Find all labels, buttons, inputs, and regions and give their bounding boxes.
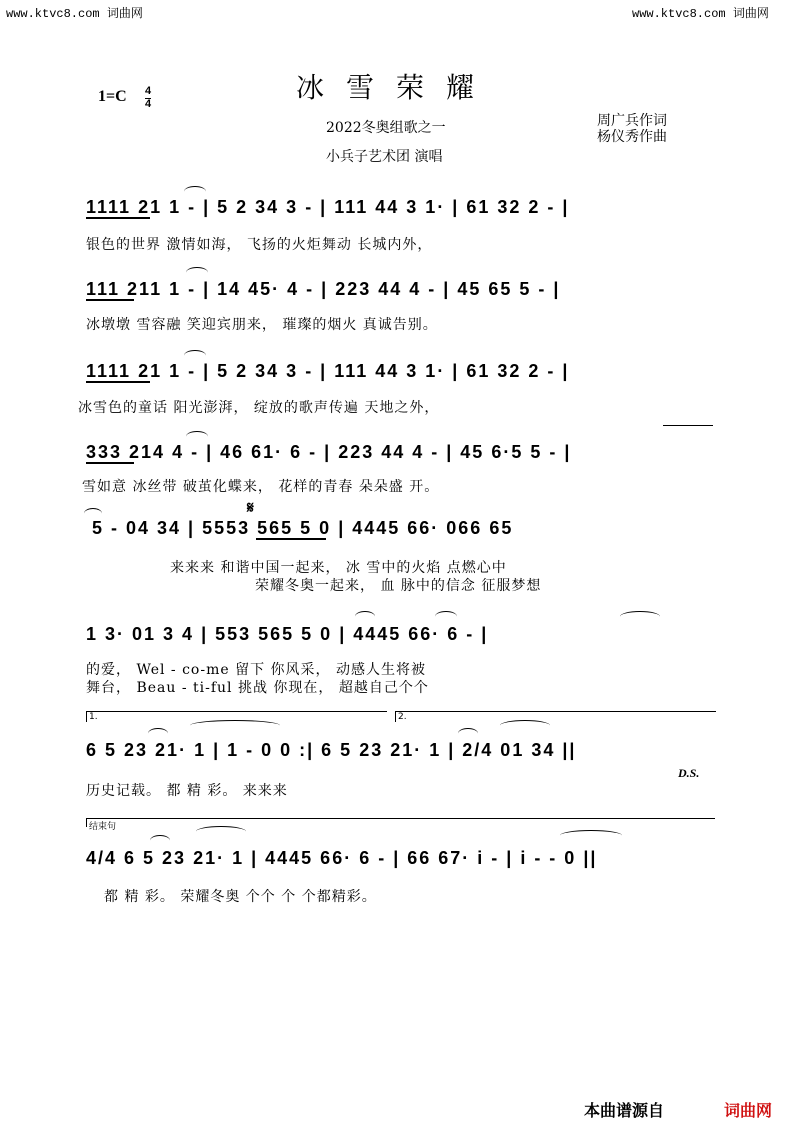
beam [256, 538, 326, 540]
time-signature [145, 86, 151, 110]
lyrics-row-1: 银色的世界 激情如海， 飞扬的火炬舞动 长城内外， [86, 237, 433, 253]
notation-row-4: 333 214 4 - | 46 61· 6 - | 223 44 4 - | 45 6·5 5 - | [86, 442, 572, 462]
notation-row-3: 1111 21 1 - | 5 2 34 3 - | 111 44 3 1· | 61 32 2 - | [86, 361, 570, 381]
segno-sign: 𝄋 [247, 498, 254, 517]
tie-arc [620, 611, 660, 622]
tie-arc [355, 611, 375, 622]
tie-arc [186, 431, 208, 442]
beam [86, 462, 134, 464]
lyrics-row-7: 历史记载。 都 精 彩。 来来来 [86, 783, 288, 799]
beam [86, 299, 134, 301]
song-title: 冰雪荣耀 [296, 71, 497, 104]
footer-site-logo[interactable]: 词曲网 [724, 1101, 773, 1120]
lyrics-row-6: 的爱， Wel - co-me 留下 你风采， 动感人生将被 [86, 662, 427, 678]
tie-line [663, 425, 713, 426]
beam [86, 381, 150, 383]
notation-row-8: 4/4 6 5 23 21· 1 | 4445 66· 6 - | 66 67· i - | i - - 0 || [86, 848, 598, 868]
lyrics-row-5b: 荣耀冬奥一起来， 血 脉中的信念 征服梦想 [255, 578, 542, 594]
tie-arc [184, 350, 206, 361]
site-url-left[interactable]: www.ktvc8.com 词曲网 [6, 7, 143, 21]
subtitle: 2022冬奥组歌之一 [326, 120, 446, 136]
tie-arc [148, 728, 168, 739]
lyrics-row-5: 来来来 和谐中国一起来， 冰 雪中的火焰 点燃心中 [170, 560, 507, 576]
lyrics-row-6b: 舞台， Beau - ti-ful 挑战 你现在， 超越自己个个 [86, 680, 429, 696]
lyricist: 周广兵作词 [597, 113, 667, 129]
time-denominator: 4 [145, 98, 152, 110]
notation-row-5: 5 - 04 34 | 5553 565 5 0 | 4445 66· 066 65 [92, 518, 514, 538]
volta-2: 2. [395, 711, 716, 722]
site-url-right[interactable]: www.ktvc8.com 词曲网 [632, 7, 769, 21]
notation-row-6: 1 3· 01 3 4 | 553 565 5 0 | 4445 66· 6 - | [86, 624, 489, 644]
ending-bracket: 结束句 [86, 818, 715, 827]
tie-arc [458, 728, 478, 739]
footer-source-label: 本曲谱源自 [584, 1101, 665, 1120]
tie-arc [184, 186, 206, 197]
slur-arc [190, 720, 280, 731]
lyrics-row-8: 都 精 彩。 荣耀冬奥 个个 个 个都精彩。 [104, 889, 377, 905]
notation-row-7: 6 5 23 21· 1 | 1 - 0 0 :| 6 5 23 21· 1 | 2/4 01 34 || [86, 740, 577, 760]
performer: 小兵子艺术团 演唱 [326, 149, 443, 165]
tie-arc [186, 267, 208, 278]
lyrics-row-4: 雪如意 冰丝带 破茧化蝶来， 花样的青春 朵朵盛 开。 [82, 479, 440, 495]
notation-row-2: 111 211 1 - | 14 45· 4 - | 223 44 4 - | 45 65 5 - | [86, 279, 561, 299]
slur-arc [196, 826, 246, 837]
key-signature: 1=C [98, 88, 127, 105]
time-numerator: 4 [145, 85, 152, 97]
tie-arc [435, 611, 457, 622]
slur-arc [560, 830, 622, 841]
slur-arc [500, 720, 550, 731]
ds-marker: D.S. [678, 766, 700, 780]
composer: 杨仪秀作曲 [597, 129, 667, 145]
lyrics-row-3: 冰雪色的童话 阳光澎湃， 绽放的歌声传遍 天地之外， [78, 400, 440, 416]
notation-row-1: 1111 21 1 - | 5 2 34 3 - | 111 44 3 1· | 61 32 2 - | [86, 197, 570, 217]
beam [86, 217, 150, 219]
tie-arc [150, 835, 170, 846]
lyrics-row-2: 冰墩墩 雪容融 笑迎宾朋来， 璀璨的烟火 真诚告别。 [86, 317, 438, 333]
volta-1: 1. [86, 711, 387, 722]
